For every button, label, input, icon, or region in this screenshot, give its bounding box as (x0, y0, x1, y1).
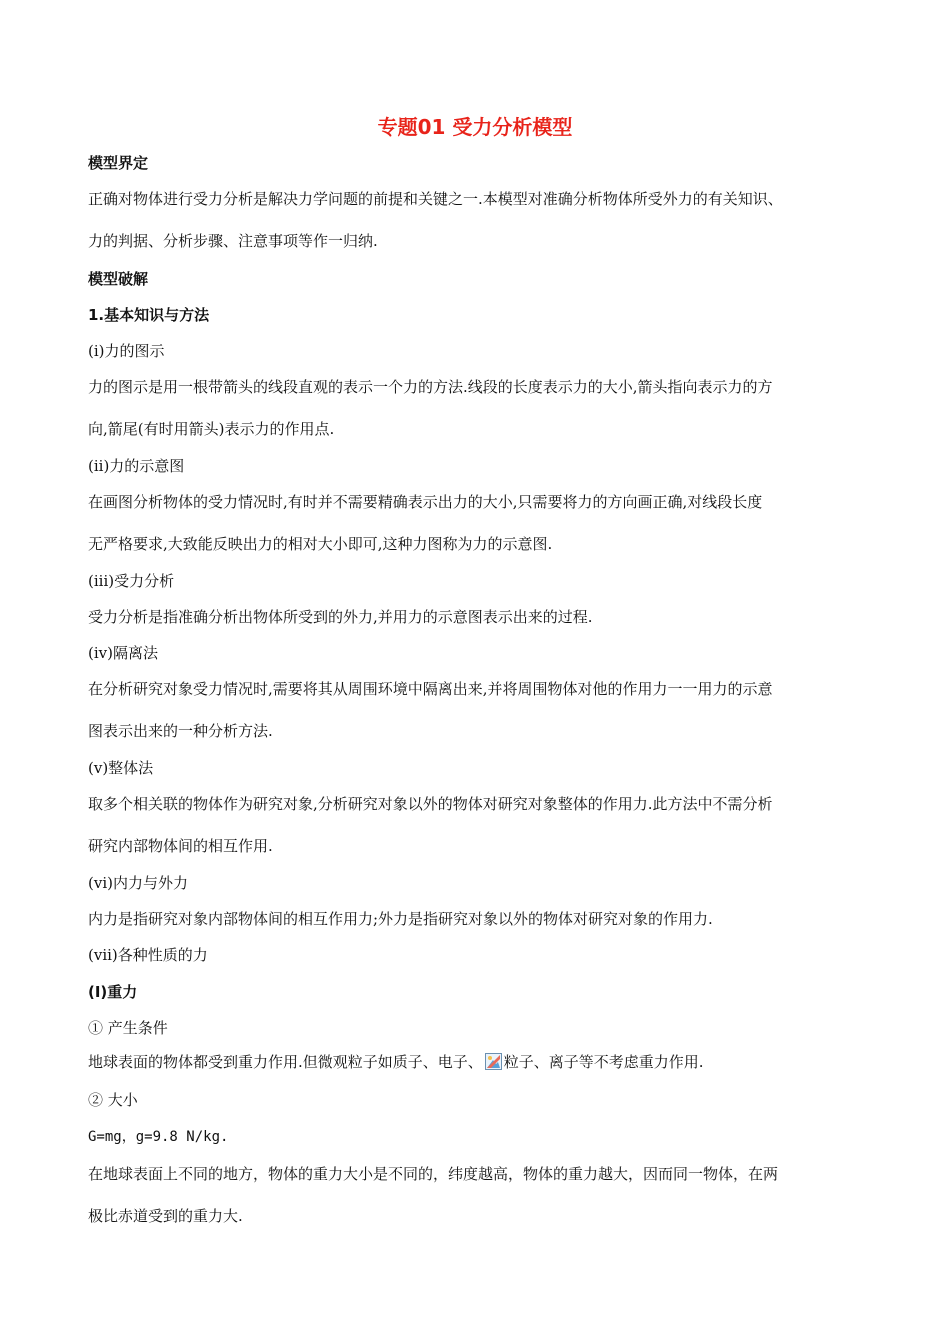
formula-line: G=mg，g=9.8 N/kg. (88, 1129, 229, 1145)
item-heading: ① 产生条件 (88, 1019, 168, 1037)
section-heading-model-solution: 模型破解 (88, 270, 149, 288)
paragraph-line: 极比赤道受到的重力大. (88, 1207, 243, 1225)
paragraph-line: 正确对物体进行受力分析是解决力学问题的前提和关键之一.本模型对准确分析物体所受外力的有关知识、 (88, 190, 783, 208)
paragraph-line: 在画图分析物体的受力情况时,有时并不需要精确表示出力的大小,只需要将力的方向画正确,对线段长度 (88, 493, 763, 511)
item-heading: (i)力的图示 (88, 342, 165, 360)
paragraph-line: 取多个相关联的物体作为研究对象,分析研究对象以外的物体对研究对象整体的作用力.此方法中不需分析 (88, 795, 773, 813)
paragraph-line-particles (88, 1051, 878, 1073)
item-heading: (iii)受力分析 (88, 572, 175, 590)
paragraph-line: 图表示出来的一种分析方法. (88, 722, 273, 740)
paragraph-line: 受力分析是指准确分析出物体所受到的外力,并用力的示意图表示出来的过程. (88, 608, 593, 626)
paragraph-line: 在地球表面上不同的地方，物体的重力大小是不同的，纬度越高，物体的重力越大，因而同一物体，在两 (88, 1165, 779, 1183)
alpha-symbol-image-icon (485, 1053, 502, 1070)
item-heading: (v)整体法 (88, 759, 154, 777)
paragraph-line: 无严格要求,大致能反映出力的相对大小即可,这种力图称为力的示意图. (88, 535, 553, 553)
paragraph-line: 向,箭尾(有时用箭头)表示力的作用点. (88, 420, 335, 438)
text-after-icon: 粒子、离子等不考虑重力作用. (503, 1053, 704, 1071)
paragraph-line: 研究内部物体间的相互作用. (88, 837, 273, 855)
subsection-heading-gravity: (I)重力 (88, 983, 138, 1001)
item-heading: (vii)各种性质的力 (88, 946, 208, 964)
paragraph-line: 力的图示是用一根带箭头的线段直观的表示一个力的方法.线段的长度表示力的大小,箭头指向表示力的方 (88, 378, 773, 396)
document-title: 专题01 受力分析模型 (377, 115, 573, 139)
paragraph-line: 内力是指研究对象内部物体间的相互作用力;外力是指研究对象以外的物体对研究对象的作用力. (88, 910, 713, 928)
subsection-heading-basics: 1.基本知识与方法 (88, 306, 210, 324)
item-heading: (ii)力的示意图 (88, 457, 185, 475)
text-before-icon: 地球表面的物体都受到重力作用.但微观粒子如质子、电子、 (88, 1053, 483, 1071)
paragraph-line: 在分析研究对象受力情况时,需要将其从周围环境中隔离出来,并将周围物体对他的作用力一一用力的示意 (88, 680, 773, 698)
item-heading: (iv)隔离法 (88, 644, 158, 662)
item-heading: ② 大小 (88, 1091, 138, 1109)
item-heading: (vi)内力与外力 (88, 874, 188, 892)
section-heading-model-definition: 模型界定 (88, 154, 149, 172)
paragraph-line: 力的判据、分析步骤、注意事项等作一归纳. (88, 232, 378, 250)
